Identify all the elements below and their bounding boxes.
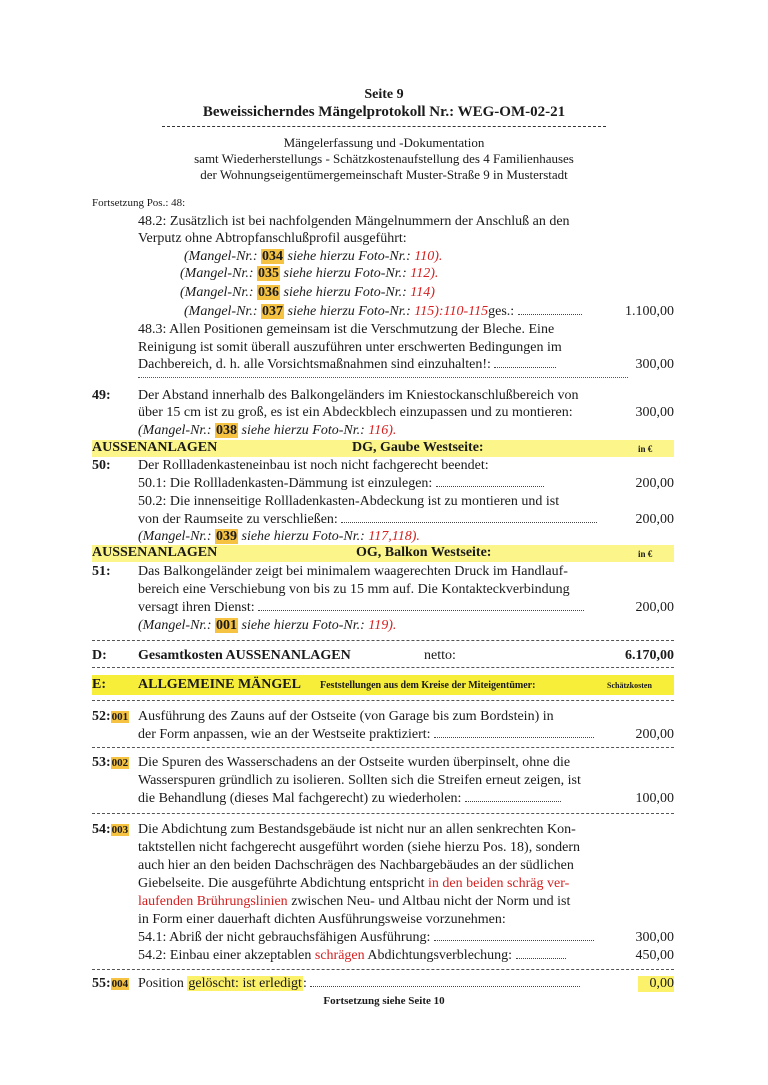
divider: [92, 667, 674, 668]
position-num: 52:: [92, 709, 111, 724]
p48-3-line-1: 48.3: Allen Positionen gemeinsam ist die Verschmutzung der Bleche. Eine: [138, 322, 555, 337]
ref-prefix: (Mangel-Nr.:: [180, 285, 254, 300]
amount: 200,00: [635, 600, 674, 615]
position-number: 49:: [92, 388, 111, 403]
divider: [138, 377, 628, 378]
ref-mid: siehe hierzu Foto-Nr.:: [283, 266, 407, 281]
mangel-ref: [180, 266, 438, 282]
mangel-ref: [138, 423, 396, 439]
p54-text: 54.2: Einbau einer akzeptablen: [138, 948, 312, 963]
p52-line-2: [138, 727, 594, 743]
p50-line-4: [138, 512, 597, 528]
mangel-number: 001: [216, 618, 237, 633]
leader-dots: [258, 600, 584, 611]
amount: 300,00: [635, 930, 674, 945]
p54-text: Abdichtungsverblechung:: [367, 948, 513, 963]
foto-number: 117,118).: [368, 529, 420, 544]
divider: [92, 969, 674, 970]
foto-range: :110-115: [438, 304, 489, 319]
p54-text: 54.1: Abriß der nicht gebrauchsfähigen Ausführung:: [138, 930, 431, 945]
ref-mid: siehe hierzu Foto-Nr.:: [241, 529, 365, 544]
ref-prefix: (Mangel-Nr.:: [184, 304, 258, 319]
mangel-ref: [138, 529, 420, 545]
p54-line-6: in Form einer dauerhaft dichten Ausführungsweise vorzunehmen:: [138, 912, 506, 927]
header-rule: [162, 126, 606, 127]
p50-line-2: [138, 476, 544, 492]
band-right: in €: [638, 444, 653, 454]
amount: 200,00: [635, 727, 674, 742]
position-number: [92, 976, 129, 992]
amount: 100,00: [635, 791, 674, 806]
p52-text: der Form anpassen, wie an der Westseite praktiziert:: [138, 727, 431, 742]
p54-line-1: Die Abdichtung zum Bestandsgebäude ist nicht nur an allen senkrechten Kon-: [138, 822, 576, 837]
p51-line-3: [138, 600, 584, 616]
footer-continuation: Fortsetzung siehe Seite 10: [323, 995, 445, 1007]
mangel-number: 037: [262, 304, 283, 319]
mangel-number: 038: [216, 423, 237, 438]
p49-line-1: Der Abstand innerhalb des Balkongeländers im Kniestockanschlußbereich von: [138, 388, 579, 403]
p48-3-text: Dachbereich, d. h. alle Vorsichtsmaßnahmen sind einzuhalten!:: [138, 357, 491, 372]
sub-number: 001: [111, 711, 129, 723]
p53-text: die Behandlung (dieses Mal fachgerecht) zu wiederholen:: [138, 791, 462, 806]
amount: 450,00: [635, 948, 674, 963]
p54-line-3: auch hier an den beiden Dachschrägen des Nachbargebäudes an der südlichen: [138, 858, 574, 873]
position-number: [92, 822, 129, 838]
p51-line-1: Das Balkongeländer zeigt bei minimalem waagerechten Druck im Handlauf-: [138, 564, 568, 579]
p54-line-5: [138, 894, 570, 910]
mangel-number: 035: [258, 266, 279, 281]
position-number: 50:: [92, 458, 111, 473]
band-left: AUSSENANLAGEN: [92, 545, 218, 560]
band-center: DG, Gaube Westseite:: [352, 440, 484, 455]
position-num: 54:: [92, 822, 111, 837]
divider: [92, 640, 674, 641]
sub-number: 004: [111, 978, 129, 990]
band-right: in €: [638, 549, 653, 559]
p54-red-text: in den beiden schräg ver-: [428, 876, 570, 891]
divider: [92, 700, 674, 701]
continuation-label: Fortsetzung Pos.: 48:: [92, 197, 186, 209]
p55-line: [138, 976, 580, 992]
p54-red-text: schrägen: [314, 948, 365, 963]
section-right: Schätzkosten: [607, 681, 652, 690]
foto-number: 114): [410, 285, 435, 300]
p53-line-1: Die Spuren des Wasserschadens an der Ostseite wurden überpinselt, ohne die: [138, 755, 571, 770]
leader-dots: [465, 791, 561, 802]
position-number: [92, 755, 129, 771]
subtitle-3: der Wohnungseigentümergemeinschaft Muster-Straße 9 in Musterstadt: [200, 167, 568, 182]
ref-mid: siehe hierzu Foto-Nr.:: [287, 304, 411, 319]
ref-mid: siehe hierzu Foto-Nr.:: [241, 618, 365, 633]
amount: 300,00: [635, 405, 674, 420]
position-number: 51:: [92, 564, 111, 579]
p48-2-line-1: 48.2: Zusätzlich ist bei nachfolgenden Mängelnummern der Anschluß an den: [138, 214, 570, 229]
leader-dots: [518, 304, 582, 315]
p51-line-2: bereich eine Verschiebung von bis zu 15 mm auf. Die Kontakteckverbindung: [138, 582, 570, 597]
ref-mid: siehe hierzu Foto-Nr.:: [283, 285, 407, 300]
leader-dots: [434, 930, 594, 941]
mangel-number: 036: [258, 285, 279, 300]
p54-sub-1: [138, 930, 594, 946]
section-label: E:: [92, 677, 106, 692]
leader-dots: [494, 357, 556, 368]
p50-line-3: 50.2: Die innenseitige Rollladenkasten-Abdeckung ist zu montieren und ist: [138, 494, 560, 509]
leader-dots: [436, 476, 544, 487]
foto-number: 119).: [368, 618, 397, 633]
band-center: OG, Balkon Westseite:: [356, 545, 492, 560]
p50-text: 50.1: Die Rollladenkasten-Dämmung ist einzulegen:: [138, 476, 433, 491]
ges-label: ges.:: [488, 304, 515, 319]
section-title: ALLGEMEINE MÄNGEL: [138, 677, 301, 692]
section-label: D:: [92, 648, 107, 663]
total-title: Gesamtkosten AUSSENANLAGEN: [138, 648, 351, 663]
divider: [92, 747, 674, 748]
p53-line-2: Wasserspuren gründlich zu isolieren. Sollten sich die Streifen erneut zeigen, ist: [138, 773, 581, 788]
position-num: 53:: [92, 755, 111, 770]
p50-text: von der Raumseite zu verschließen:: [138, 512, 338, 527]
subtitle-1: Mängelerfassung und -Dokumentation: [283, 135, 485, 150]
leader-dots: [310, 976, 580, 987]
mangel-number: 034: [262, 249, 283, 264]
p54-line-2: taktstellen nicht fachgerecht ausgeführt worden (siehe hierzu Pos. 18), sondern: [138, 840, 581, 855]
p54-text: Giebelseite. Die ausgeführte Abdichtung entspricht: [138, 876, 425, 891]
ref-mid: siehe hierzu Foto-Nr.:: [241, 423, 365, 438]
foto-number: 110).: [414, 249, 443, 264]
ref-mid: siehe hierzu Foto-Nr.:: [287, 249, 411, 264]
amount: 200,00: [635, 476, 674, 491]
mangel-ref: [184, 304, 582, 320]
p50-line-1: Der Rollladenkasteneinbau ist noch nicht fachgerecht beendet:: [138, 458, 489, 473]
section-note: Feststellungen aus dem Kreise der Miteigentümer:: [320, 680, 536, 691]
p53-line-3: [138, 791, 561, 807]
leader-dots: [434, 727, 594, 738]
ref-prefix: (Mangel-Nr.:: [138, 618, 212, 633]
sub-number: 002: [111, 757, 129, 769]
p48-2-line-2: Verputz ohne Abtropfanschlußprofil ausgeführt:: [138, 231, 407, 246]
page-number: Seite 9: [364, 87, 404, 102]
p54-red-text: laufenden Brührungslinien: [138, 894, 288, 909]
foto-number: 116).: [368, 423, 397, 438]
mangel-ref: [180, 285, 435, 301]
mangel-ref: [138, 618, 396, 634]
p48-3-line-3: [138, 357, 556, 373]
p52-line-1: Ausführung des Zauns auf der Ostseite (von Garage bis zum Bordstein) in: [138, 709, 554, 724]
amount: 1.100,00: [625, 304, 674, 319]
mangel-number: 039: [216, 529, 237, 544]
p49-line-2: über 15 cm ist zu groß, es ist ein Abdeckblech einzupassen und zu montieren:: [138, 405, 573, 420]
foto-number: 112).: [410, 266, 439, 281]
amount: 0,00: [638, 976, 674, 992]
p54-sub-2: [138, 948, 566, 964]
sub-number: 003: [111, 824, 129, 836]
foto-number: 115): [414, 304, 439, 319]
protocol-title: Beweissicherndes Mängelprotokoll Nr.: WEG-OM-02-21: [202, 104, 566, 120]
total-amount: 6.170,00: [625, 648, 674, 663]
ref-prefix: (Mangel-Nr.:: [184, 249, 258, 264]
netto-label: netto:: [424, 648, 456, 663]
p55-colon: :: [302, 976, 307, 991]
p55-highlight: gelöscht: ist erledigt: [188, 976, 302, 991]
p54-line-4: [138, 876, 569, 892]
subtitle-2: samt Wiederherstellungs - Schätzkostenaufstellung des 4 Familienhauses: [194, 151, 574, 166]
ref-prefix: (Mangel-Nr.:: [180, 266, 254, 281]
band-left: AUSSENANLAGEN: [92, 440, 218, 455]
position-num: 55:: [92, 976, 111, 991]
ref-prefix: (Mangel-Nr.:: [138, 423, 212, 438]
p54-text: zwischen Neu- und Altbau nicht der Norm und ist: [291, 894, 571, 909]
ref-prefix: (Mangel-Nr.:: [138, 529, 212, 544]
amount: 200,00: [635, 512, 674, 527]
p55-text: Position: [138, 976, 184, 991]
divider: [92, 813, 674, 814]
mangel-ref: [184, 249, 442, 265]
leader-dots: [516, 948, 566, 959]
amount: 300,00: [635, 357, 674, 372]
p51-text: versagt ihren Dienst:: [138, 600, 255, 615]
leader-dots: [341, 512, 597, 523]
position-number: [92, 709, 129, 725]
p48-3-line-2: Reinigung ist somit überall auszuführen unter erschwerten Bedingungen im: [138, 340, 562, 355]
